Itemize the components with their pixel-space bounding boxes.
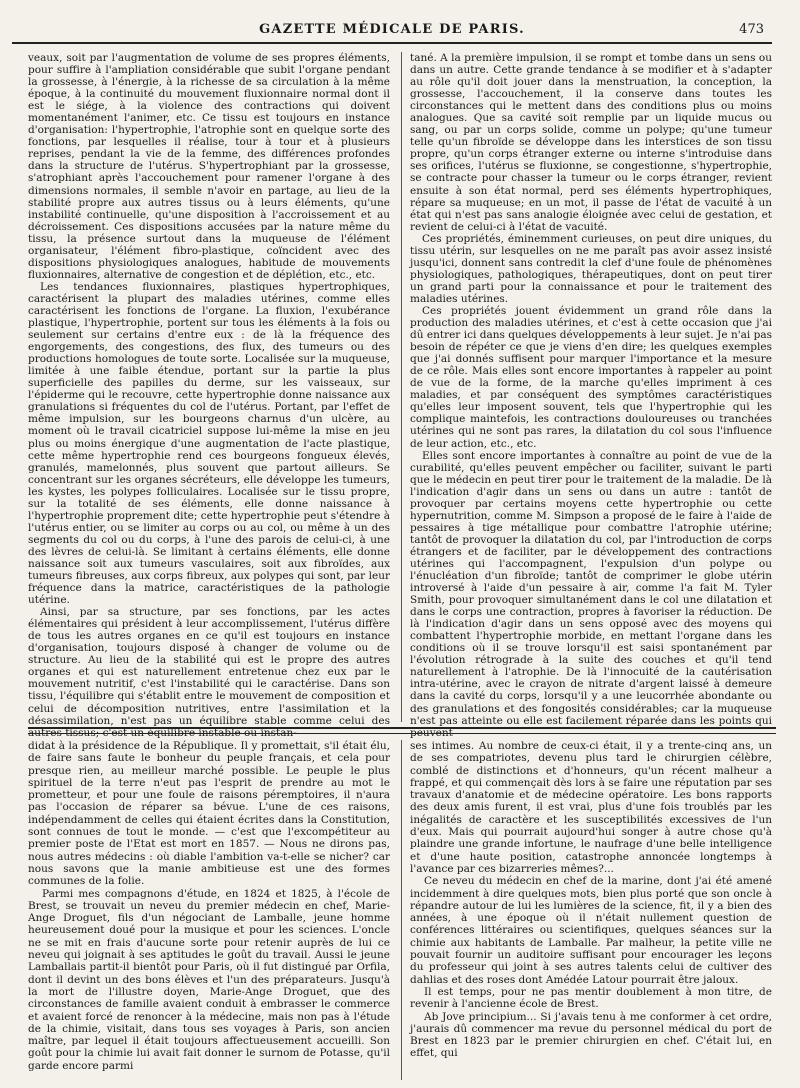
page-number: 473 [739,22,764,37]
paragraph: Parmi mes compagnons d'étude, en 1824 et 1825, à l'école de Brest, se trouvait un neveu du premier médecin en chef, Marie-Ange Droguet, fils d'un négociant de Lamballe, jeune homme heureusement doué pour la musique et pour les sciences. L'oncle ne se mit en frais d'aucune sorte pour retenir auprès de lui ce neveu qui joignait à ses aptitudes le goût du travail. Aussi le jeune Lamballais partit-il bientôt pour Paris, où il fut distingué par Orfila, dont il devint un des bons élèves et l'un des préparateurs. Jusqu'à la mort de l'illustre doyen, Marie-Ange Droguet, que des circonstances de famille avaient conduit à embrasser le commerce et avaient forcé de renoncer à la médecine, mais non pas à l'étude de la chimie, visitait, dans tous ses voyages à Paris, son ancien maître, par lequel il était toujours affectueusement accueilli. Son goût pour la chimie lui avait fait donner le surnom de Potasse, qu'il garde encore parmi [28,887,390,1072]
paragraph: ses intimes. Au nombre de ceux-ci était, il y a trente-cinq ans, un de ses compatriotes, devenu plus tard le chirurgien célèbre, comblé de distinctions et d'honneurs, qu'un récent malheur a frappé, et qui commençait dès lors à se faire une réputation par ses travaux d'anatomie et de médecine opératoire. Les bons rapports des deux amis furent, il est vrai, plus d'une fois troublés par les inégalités de caractère et les susceptibilités excessives de l'un d'eux. Mais qui pourrait aujourd'hui songer à autre chose qu'à plaindre une grande infortune, le naufrage d'une belle intelligence et d'une haute position, catastrophe annoncée longtemps à l'avance par ces bizarreries mêmes?... [410,740,772,875]
paragraph: Les tendances fluxionnaires, plastiques hypertrophiques, caractérisent la plupart des maladies utérines, comme elles caractérisent les fonctions de l'organe. La fluxion, l'exubérance plastique, l'hypertrophie, portent sur tous les éléments à la fois ou seulement sur certains d'entre eux : de là la fréquence des engorgements, des congestions, des flux, des tumeurs ou des productions homologues de toute sorte. Localisée sur la muqueuse, limitée à une faible étendue, portant sur la partie la plus superficielle des papilles du derme, sur les vaisseaux, sur l'épiderme qui le recouvre, cette hypertrophie donne naissance aux granulations si fréquentes du col de l'utérus. Portant, par l'effet de même impulsion, sur les bourgeons charnus d'un ulcère, au moment où le travail cicatriciel suppose lui-même la mise en jeu plus ou moins énergique d'une augmentation de l'acte plastique, cette même hypertrophie rend ces bourgeons fongueux élevés, granulés, mamelonnés, plus souvent que partout ailleurs. Se concentrant sur les organes sécréteurs, elle développe les tumeurs, les kystes, les polypes folliculaires. Localisée sur le tissu propre, sur la totalité de ses éléments, elle donne naissance à l'hypertrophie proprement dite; cette hypertrophie peut s'étendre à l'utérus entier, ou se limiter au corps ou au col, ou même à un des segments du col ou du corps, à l'une des parois de celui-ci, à une des lèvres de celui-là. Se limitant à certains éléments, elle donne naissance soit aux tumeurs vasculaires, soit aux fibroïdes, aux tumeurs fibreuses, aux corps fibreux, aux polypes qui sont, par leur fréquence dans la matrice, caractéristiques de la pathologie utérine. [28,280,390,607]
paragraph: veaux, soit par l'augmentation de volume de ses propres éléments, pour suffire à l'ampliation considérable que subit l'organe pendant la grossesse, à l'énergie, à la richesse de sa circulation à la même époque, à la continuité du mouvement fluxionnaire normal dont il est le siége, à la violence des contractions qui doivent momentanément l'animer, etc. Ce tissu est toujours en instance d'organisation: l'hypertrophie, l'atrophie sont en quelque sorte des fonctions, par lesquelles il réalise, tour à tour et à plusieurs reprises, pendant la vie de la femme, des différences profondes dans la structure de l'utérus. S'hypertrophiant par la grossesse, s'atrophiant après l'accouchement pour ramener l'organe à des dimensions normales, il semble n'avoir en partage, au lieu de la stabilité propre aux autres tissus ou à leurs éléments, qu'une instabilité continuelle, qu'une disposition à l'accroissement et au décroissement. Ces dispositions accusées par la nature même du tissu, la présence surtout dans la muqueuse de l'élément organisateur, l'élément fibro-plastique, coïncident avec des dispositions physiologiques analogues, habitude de mouvements fluxionnaires, alternative de congestion et de déplétion, etc., etc. [28,52,390,281]
paragraph: Il est temps, pour ne pas mentir doublement à mon titre, de revenir à l'ancienne école de Brest. [410,985,772,1011]
paragraph: Ces propriétés jouent évidemment un grand rôle dans la production des maladies utérines, et c'est à cette occasion que j'ai dû entrer ici dans quelques développements à leur sujet. Je n'ai pas besoin de répéter ce que je viens d'en dire; les quelques exemples que j'ai donnés suffisent pour marquer l'importance et la mesure de ce rôle. Mais elles sont encore importantes à rappeler au point de vue de la forme, de la marche qu'elles impriment à ces maladies, et par conséquent des symptômes caractéristiques qu'elles leur imposent souvent, tels que l'hypertrophie qui les complique maintefois, les contractions douloureuses ou tranchées utérines qui ne sont pas rares, la dilatation du col sous l'influence de leur action, etc., etc. [410,304,772,450]
feuilleton-column-left [28,740,390,1072]
paragraph: tané. A la première impulsion, il se rompt et tombe dans un sens ou dans un autre. Cette grande tendance à se modifier et à s'adapter au rôle qu'il doit jouer dans la menstruation, la conception, la grossesse, l'accouchement, il la conserve dans toutes les circonstances qui le mettent dans des conditions plus ou moins analogues. Que sa cavité soit remplie par un liquide mucus ou sang, ou par un corps solide, comme un polype; qu'une tumeur telle qu'un fibroïde se développe dans les interstices de son tissu propre, qu'un corps étranger externe ou interne s'introduise dans ses orifices, l'utérus se fluxionne, se congestionne, s'hypertrophie, se contracte pour chasser la tumeur ou le corps étranger, revient ensuite à son état normal, perd ses éléments hypertrophiques, répare sa muqueuse; en un mot, il passe de l'état de vacuité à un état qui n'est pas sans analogie éloignée avec celui de gestation, et revient de celui-ci à l'état de vacuité. [410,52,772,233]
column-divider [401,740,402,1080]
feuilleton-separator [28,727,776,734]
paragraph: didat à la présidence de la République. Il y promettait, s'il était élu, de faire sans faute le bonheur du peuple français, et cela pour presque rien, au meilleur marché possible. Le peuple le plus spirituel de la terre n'eut pas l'esprit de prendre au mot le prometteur, et pour une foule de raisons péremptoires, il n'aura pas l'occasion de réparer sa bévue. L'une de ces raisons, indépendamment de celles qui étaient écrites dans la Constitution, sont connues de tout le monde. — c'est que l'excompétiteur au premier poste de l'Etat est mort en 1857. — Nous ne dirons pas, nous autres médecins : où diable l'ambition va-t-elle se nicher? car nous savons que la manie ambitieuse est une des formes communes de la folie. [28,740,390,888]
article-column-left [28,52,390,739]
article-column-right [410,52,772,739]
paragraph: Ce neveu du médecin en chef de la marine, dont j'ai été amené incidemment à dire quelques mots, bien plus porté que son oncle à répandre autour de lui les lumières de la science, fit, il y a bien des années, à une époque où il n'était nullement question de conférences littéraires ou scientifiques, quelques séances sur la chimie aux habitants de Lamballe. Par malheur, la petite ville ne pouvait fournir un auditoire suffisant pour encourager les leçons du professeur qui joint à ses autres talents celui de cultiver des dahlias et des roses dont Amédée Latour pourrait être jaloux. [410,875,772,986]
paragraph: Ces propriétés, éminemment curieuses, on peut dire uniques, du tissu utérin, sur lesquelles on ne me paraît pas avoir assez insisté jusqu'ici, donnent sans contredit la clef d'une foule de phénomènes physiologiques, pathologiques, thérapeutiques, dont on peut tirer un grand parti pour la connaissance et pour le traitement des maladies utérines. [410,232,772,305]
paragraph: Elles sont encore importantes à connaître au point de vue de la curabilité, qu'elles peuvent empêcher ou faciliter, suivant le parti que le médecin en peut tirer pour le traitement de la maladie. De là l'indication d'agir dans un sens ou dans un autre : tantôt de provoquer par certains moyens cette hypertrophie ou cette hypernutrition, comme M. Simpson a proposé de le faire à l'aide de pessaires à tige métallique pour combattre l'atrophie utérine; tantôt de provoquer la dilatation du col, par l'introduction de corps étrangers et de faciliter, par le développement des contractions utérines qui l'accompagnent, l'expulsion d'un polype ou l'énucléation d'un fibroïde; tantôt de comprimer le globe utérin introversé à l'aide d'un pessaire à air, comme l'a fait M. Tyler Smith, pour provoquer simultanément dans le col une dilatation et dans le corps une contraction, propres à favoriser la réduction. De là l'indication d'agir dans un sens opposé avec des moyens qui combattent l'hypertrophie morbide, en mettant l'organe dans les conditions où il se trouve lorsqu'il est saisi spontanément par l'évolution rétrograde à la suite des couches et qu'il tend naturellement à l'atrophie. De là l'innocuité de la cautérisation intra-utérine, avec le crayon de nitrate d'argent laissé à demeure dans la cavité du corps, lorsqu'il y a une leucorrhée abondante ou des granulations et des fongosités considérables; car la muqueuse n'est pas atteinte ou elle est facilement réparée dans les points qui peuvent [410,449,772,739]
column-divider [401,52,402,722]
feuilleton-column-right [410,740,772,1060]
journal-title: GAZETTE MÉDICALE DE PARIS. [259,22,525,37]
page-header [12,20,772,44]
paragraph: Ainsi, par sa structure, par ses fonctions, par les actes élémentaires qui président à leur accomplissement, l'utérus diffère de tous les autres organes en ce qu'il est toujours en instance d'organisation, toujours disposé à changer de volume ou de structure. Au lieu de la stabilité qui est le propre des autres organes et qui est naturellement entretenue chez eux par le mouvement nutritif, c'est l'instabilité qui le caractérise. Dans son tissu, l'équilibre qui s'établit entre le mouvement de composition et celui de décomposition nutritives, entre l'assimilation et la désassimilation, n'est pas un équilibre stable comme celui des autres tissus; c'est un équilibre instable ou instan- [28,606,390,739]
paragraph: Ab Jove principium... Si j'avais tenu à me conformer à cet ordre, j'aurais dû commencer ma revue du personnel médical du port de Brest en 1823 par le premier chirurgien en chef. C'était lui, en effet, qui [410,1010,772,1060]
